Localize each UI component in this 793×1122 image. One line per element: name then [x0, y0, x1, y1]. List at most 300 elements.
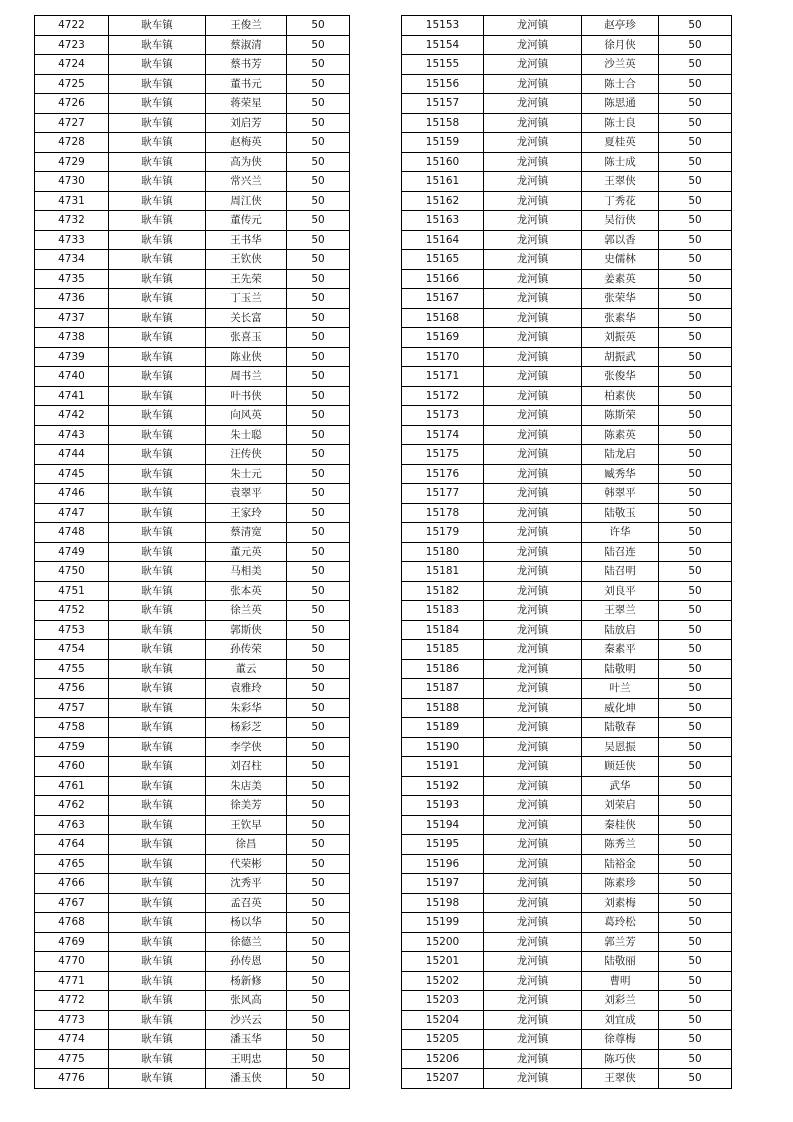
town-cell: 耿车镇 — [109, 835, 206, 855]
amount-cell: 50 — [287, 893, 350, 913]
town-cell: 耿车镇 — [109, 523, 206, 543]
amount-cell: 50 — [659, 74, 732, 94]
table-row — [35, 718, 350, 738]
town-cell: 耿车镇 — [109, 971, 206, 991]
table-row — [35, 133, 350, 153]
amount-cell: 50 — [287, 191, 350, 211]
town-cell: 耿车镇 — [109, 74, 206, 94]
serial-number-cell: 4775 — [35, 1049, 109, 1069]
amount-cell: 50 — [287, 757, 350, 777]
table-row — [402, 152, 732, 172]
amount-cell: 50 — [287, 406, 350, 426]
amount-cell: 50 — [659, 464, 732, 484]
amount-cell: 50 — [287, 55, 350, 75]
town-cell: 龙河镇 — [484, 406, 582, 426]
serial-number-cell: 4730 — [35, 172, 109, 192]
name-cell: 武华 — [582, 776, 659, 796]
serial-number-cell: 15204 — [402, 1010, 484, 1030]
serial-number-cell: 4766 — [35, 874, 109, 894]
amount-cell: 50 — [287, 289, 350, 309]
name-cell: 刘振英 — [582, 328, 659, 348]
amount-cell: 50 — [659, 698, 732, 718]
amount-cell: 50 — [287, 971, 350, 991]
serial-number-cell: 4729 — [35, 152, 109, 172]
town-cell: 耿车镇 — [109, 718, 206, 738]
name-cell: 王明忠 — [206, 1049, 287, 1069]
table-row — [35, 1049, 350, 1069]
serial-number-cell: 15205 — [402, 1030, 484, 1050]
serial-number-cell: 15177 — [402, 484, 484, 504]
table-row — [402, 796, 732, 816]
amount-cell: 50 — [287, 16, 350, 36]
table-row — [35, 601, 350, 621]
serial-number-cell: 4723 — [35, 35, 109, 55]
amount-cell: 50 — [287, 679, 350, 699]
name-cell: 张俊华 — [582, 367, 659, 387]
town-cell: 龙河镇 — [484, 581, 582, 601]
town-cell: 耿车镇 — [109, 815, 206, 835]
serial-number-cell: 15176 — [402, 464, 484, 484]
town-cell: 耿车镇 — [109, 230, 206, 250]
name-cell: 郭斯侠 — [206, 620, 287, 640]
name-cell: 蔡淑清 — [206, 35, 287, 55]
table-row — [402, 406, 732, 426]
table-row — [35, 406, 350, 426]
table-row — [35, 152, 350, 172]
amount-cell: 50 — [287, 445, 350, 465]
amount-cell: 50 — [659, 601, 732, 621]
town-cell: 耿车镇 — [109, 932, 206, 952]
amount-cell: 50 — [659, 1030, 732, 1050]
table-row — [402, 620, 732, 640]
table-row — [35, 289, 350, 309]
amount-cell: 50 — [659, 932, 732, 952]
table-row — [35, 932, 350, 952]
amount-cell: 50 — [659, 55, 732, 75]
serial-number-cell: 15195 — [402, 835, 484, 855]
table-row — [402, 1010, 732, 1030]
serial-number-cell: 15159 — [402, 133, 484, 153]
amount-cell: 50 — [287, 172, 350, 192]
serial-number-cell: 4756 — [35, 679, 109, 699]
serial-number-cell: 4740 — [35, 367, 109, 387]
name-cell: 周江侠 — [206, 191, 287, 211]
name-cell: 陈素英 — [582, 425, 659, 445]
town-cell: 耿车镇 — [109, 776, 206, 796]
name-cell: 赵梅英 — [206, 133, 287, 153]
amount-cell: 50 — [659, 542, 732, 562]
amount-cell: 50 — [659, 971, 732, 991]
table-row — [35, 913, 350, 933]
table-row — [35, 542, 350, 562]
town-cell: 龙河镇 — [484, 1010, 582, 1030]
serial-number-cell: 4739 — [35, 347, 109, 367]
name-cell: 刘良平 — [582, 581, 659, 601]
town-cell: 龙河镇 — [484, 191, 582, 211]
table-row — [402, 133, 732, 153]
town-cell: 耿车镇 — [109, 347, 206, 367]
name-cell: 袁雅玲 — [206, 679, 287, 699]
table-row — [35, 16, 350, 36]
town-cell: 龙河镇 — [484, 386, 582, 406]
left-roster-table — [34, 15, 350, 1089]
amount-cell: 50 — [287, 1010, 350, 1030]
table-row — [402, 16, 732, 36]
name-cell: 韩翠平 — [582, 484, 659, 504]
amount-cell: 50 — [287, 698, 350, 718]
amount-cell: 50 — [287, 737, 350, 757]
table-row — [402, 679, 732, 699]
amount-cell: 50 — [659, 172, 732, 192]
serial-number-cell: 15181 — [402, 562, 484, 582]
serial-number-cell: 15164 — [402, 230, 484, 250]
serial-number-cell: 4734 — [35, 250, 109, 270]
amount-cell: 50 — [287, 133, 350, 153]
amount-cell: 50 — [287, 503, 350, 523]
name-cell: 关长富 — [206, 308, 287, 328]
amount-cell: 50 — [659, 581, 732, 601]
serial-number-cell: 15167 — [402, 289, 484, 309]
amount-cell: 50 — [659, 796, 732, 816]
table-row — [35, 445, 350, 465]
amount-cell: 50 — [287, 250, 350, 270]
amount-cell: 50 — [287, 562, 350, 582]
town-cell: 龙河镇 — [484, 308, 582, 328]
serial-number-cell: 15166 — [402, 269, 484, 289]
table-row — [402, 191, 732, 211]
serial-number-cell: 4761 — [35, 776, 109, 796]
name-cell: 王俊兰 — [206, 16, 287, 36]
table-row — [402, 503, 732, 523]
town-cell: 龙河镇 — [484, 874, 582, 894]
name-cell: 刘启芳 — [206, 113, 287, 133]
name-cell: 董元英 — [206, 542, 287, 562]
table-row — [35, 425, 350, 445]
table-row — [402, 640, 732, 660]
table-row — [402, 776, 732, 796]
amount-cell: 50 — [287, 913, 350, 933]
name-cell: 姜素英 — [582, 269, 659, 289]
amount-cell: 50 — [287, 484, 350, 504]
serial-number-cell: 15170 — [402, 347, 484, 367]
amount-cell: 50 — [659, 16, 732, 36]
name-cell: 徐兰英 — [206, 601, 287, 621]
table-row — [35, 971, 350, 991]
town-cell: 龙河镇 — [484, 698, 582, 718]
right-roster-table — [401, 15, 732, 1089]
name-cell: 朱彩华 — [206, 698, 287, 718]
name-cell: 陈巧侠 — [582, 1049, 659, 1069]
amount-cell: 50 — [287, 932, 350, 952]
table-row — [402, 893, 732, 913]
amount-cell: 50 — [287, 1049, 350, 1069]
name-cell: 叶兰 — [582, 679, 659, 699]
name-cell: 朱士元 — [206, 464, 287, 484]
town-cell: 耿车镇 — [109, 191, 206, 211]
table-row — [402, 581, 732, 601]
table-row — [35, 172, 350, 192]
serial-number-cell: 15169 — [402, 328, 484, 348]
serial-number-cell: 15163 — [402, 211, 484, 231]
serial-number-cell: 4731 — [35, 191, 109, 211]
amount-cell: 50 — [287, 425, 350, 445]
town-cell: 龙河镇 — [484, 113, 582, 133]
town-cell: 耿车镇 — [109, 172, 206, 192]
amount-cell: 50 — [659, 620, 732, 640]
town-cell: 龙河镇 — [484, 562, 582, 582]
town-cell: 耿车镇 — [109, 1049, 206, 1069]
table-row — [35, 230, 350, 250]
serial-number-cell: 15154 — [402, 35, 484, 55]
town-cell: 龙河镇 — [484, 230, 582, 250]
table-row — [35, 308, 350, 328]
serial-number-cell: 4770 — [35, 952, 109, 972]
serial-number-cell: 15190 — [402, 737, 484, 757]
serial-number-cell: 4759 — [35, 737, 109, 757]
name-cell: 袁翠平 — [206, 484, 287, 504]
town-cell: 耿车镇 — [109, 250, 206, 270]
name-cell: 陆敬春 — [582, 718, 659, 738]
name-cell: 陆敬丽 — [582, 952, 659, 972]
town-cell: 耿车镇 — [109, 1030, 206, 1050]
serial-number-cell: 4743 — [35, 425, 109, 445]
town-cell: 耿车镇 — [109, 991, 206, 1011]
table-row — [35, 503, 350, 523]
amount-cell: 50 — [659, 854, 732, 874]
name-cell: 王翠兰 — [582, 601, 659, 621]
name-cell: 张本英 — [206, 581, 287, 601]
name-cell: 臧秀华 — [582, 464, 659, 484]
table-row — [35, 835, 350, 855]
town-cell: 龙河镇 — [484, 347, 582, 367]
town-cell: 耿车镇 — [109, 94, 206, 114]
table-row — [402, 952, 732, 972]
table-row — [402, 113, 732, 133]
name-cell: 汪传侠 — [206, 445, 287, 465]
name-cell: 陆敬玉 — [582, 503, 659, 523]
name-cell: 陈思通 — [582, 94, 659, 114]
name-cell: 徐昌 — [206, 835, 287, 855]
serial-number-cell: 15183 — [402, 601, 484, 621]
amount-cell: 50 — [659, 757, 732, 777]
amount-cell: 50 — [659, 328, 732, 348]
name-cell: 杨以华 — [206, 913, 287, 933]
town-cell: 龙河镇 — [484, 1069, 582, 1089]
amount-cell: 50 — [659, 679, 732, 699]
name-cell: 郭兰芳 — [582, 932, 659, 952]
table-row — [35, 698, 350, 718]
name-cell: 柏素侠 — [582, 386, 659, 406]
town-cell: 耿车镇 — [109, 152, 206, 172]
serial-number-cell: 15193 — [402, 796, 484, 816]
name-cell: 代荣彬 — [206, 854, 287, 874]
town-cell: 耿车镇 — [109, 601, 206, 621]
table-row — [402, 932, 732, 952]
amount-cell: 50 — [287, 659, 350, 679]
table-row — [402, 464, 732, 484]
town-cell: 龙河镇 — [484, 133, 582, 153]
serial-number-cell: 15191 — [402, 757, 484, 777]
name-cell: 张荣华 — [582, 289, 659, 309]
serial-number-cell: 15155 — [402, 55, 484, 75]
amount-cell: 50 — [287, 854, 350, 874]
serial-number-cell: 4738 — [35, 328, 109, 348]
amount-cell: 50 — [287, 835, 350, 855]
name-cell: 朱店美 — [206, 776, 287, 796]
table-row — [35, 796, 350, 816]
town-cell: 耿车镇 — [109, 542, 206, 562]
town-cell: 耿车镇 — [109, 211, 206, 231]
table-row — [402, 269, 732, 289]
table-row — [402, 1030, 732, 1050]
serial-number-cell: 4755 — [35, 659, 109, 679]
amount-cell: 50 — [287, 581, 350, 601]
name-cell: 高为侠 — [206, 152, 287, 172]
serial-number-cell: 4750 — [35, 562, 109, 582]
table-row — [35, 893, 350, 913]
table-row — [35, 1030, 350, 1050]
serial-number-cell: 15180 — [402, 542, 484, 562]
name-cell: 张风高 — [206, 991, 287, 1011]
amount-cell: 50 — [287, 328, 350, 348]
table-row — [402, 815, 732, 835]
serial-number-cell: 15158 — [402, 113, 484, 133]
name-cell: 王家玲 — [206, 503, 287, 523]
serial-number-cell: 4733 — [35, 230, 109, 250]
town-cell: 龙河镇 — [484, 152, 582, 172]
serial-number-cell: 4726 — [35, 94, 109, 114]
table-row — [35, 347, 350, 367]
serial-number-cell: 4767 — [35, 893, 109, 913]
amount-cell: 50 — [287, 874, 350, 894]
table-row — [35, 737, 350, 757]
name-cell: 刘宜成 — [582, 1010, 659, 1030]
serial-number-cell: 4768 — [35, 913, 109, 933]
town-cell: 耿车镇 — [109, 913, 206, 933]
table-row — [402, 425, 732, 445]
name-cell: 郭以香 — [582, 230, 659, 250]
amount-cell: 50 — [287, 991, 350, 1011]
name-cell: 曹明 — [582, 971, 659, 991]
amount-cell: 50 — [287, 386, 350, 406]
town-cell: 龙河镇 — [484, 640, 582, 660]
amount-cell: 50 — [287, 94, 350, 114]
serial-number-cell: 15187 — [402, 679, 484, 699]
table-row — [35, 464, 350, 484]
amount-cell: 50 — [287, 308, 350, 328]
serial-number-cell: 4737 — [35, 308, 109, 328]
serial-number-cell: 15162 — [402, 191, 484, 211]
table-row — [402, 991, 732, 1011]
serial-number-cell: 4763 — [35, 815, 109, 835]
amount-cell: 50 — [287, 74, 350, 94]
amount-cell: 50 — [287, 464, 350, 484]
name-cell: 史儒林 — [582, 250, 659, 270]
table-row — [35, 659, 350, 679]
serial-number-cell: 15165 — [402, 250, 484, 270]
amount-cell: 50 — [287, 347, 350, 367]
serial-number-cell: 15168 — [402, 308, 484, 328]
amount-cell: 50 — [659, 562, 732, 582]
name-cell: 周书兰 — [206, 367, 287, 387]
name-cell: 陈斯荣 — [582, 406, 659, 426]
serial-number-cell: 15179 — [402, 523, 484, 543]
table-row — [35, 211, 350, 231]
name-cell: 常兴兰 — [206, 172, 287, 192]
serial-number-cell: 4773 — [35, 1010, 109, 1030]
name-cell: 刘素梅 — [582, 893, 659, 913]
serial-number-cell: 15201 — [402, 952, 484, 972]
name-cell: 潘玉侠 — [206, 1069, 287, 1089]
table-row — [35, 328, 350, 348]
town-cell: 耿车镇 — [109, 133, 206, 153]
serial-number-cell: 4722 — [35, 16, 109, 36]
table-row — [402, 601, 732, 621]
table-row — [35, 815, 350, 835]
amount-cell: 50 — [287, 523, 350, 543]
amount-cell: 50 — [659, 445, 732, 465]
town-cell: 龙河镇 — [484, 503, 582, 523]
amount-cell: 50 — [287, 269, 350, 289]
serial-number-cell: 4742 — [35, 406, 109, 426]
town-cell: 龙河镇 — [484, 367, 582, 387]
amount-cell: 50 — [287, 952, 350, 972]
table-row — [402, 74, 732, 94]
serial-number-cell: 15196 — [402, 854, 484, 874]
name-cell: 马相美 — [206, 562, 287, 582]
table-row — [402, 737, 732, 757]
name-cell: 王翠侠 — [582, 1069, 659, 1089]
amount-cell: 50 — [659, 1069, 732, 1089]
table-row — [402, 35, 732, 55]
town-cell: 耿车镇 — [109, 1010, 206, 1030]
name-cell: 杨彩芝 — [206, 718, 287, 738]
table-row — [402, 172, 732, 192]
serial-number-cell: 15197 — [402, 874, 484, 894]
amount-cell: 50 — [659, 991, 732, 1011]
table-row — [402, 835, 732, 855]
town-cell: 龙河镇 — [484, 250, 582, 270]
town-cell: 耿车镇 — [109, 425, 206, 445]
amount-cell: 50 — [659, 230, 732, 250]
amount-cell: 50 — [659, 952, 732, 972]
table-row — [35, 484, 350, 504]
town-cell: 龙河镇 — [484, 796, 582, 816]
serial-number-cell: 4754 — [35, 640, 109, 660]
name-cell: 吴衍侠 — [582, 211, 659, 231]
name-cell: 董云 — [206, 659, 287, 679]
name-cell: 杨新修 — [206, 971, 287, 991]
town-cell: 耿车镇 — [109, 854, 206, 874]
name-cell: 陆龙启 — [582, 445, 659, 465]
amount-cell: 50 — [659, 211, 732, 231]
town-cell: 龙河镇 — [484, 172, 582, 192]
town-cell: 龙河镇 — [484, 484, 582, 504]
name-cell: 刘彩兰 — [582, 991, 659, 1011]
serial-number-cell: 4741 — [35, 386, 109, 406]
town-cell: 龙河镇 — [484, 757, 582, 777]
town-cell: 耿车镇 — [109, 581, 206, 601]
amount-cell: 50 — [287, 152, 350, 172]
serial-number-cell: 15172 — [402, 386, 484, 406]
name-cell: 沈秀平 — [206, 874, 287, 894]
table-row — [35, 1010, 350, 1030]
table-row — [402, 445, 732, 465]
serial-number-cell: 15186 — [402, 659, 484, 679]
serial-number-cell: 15156 — [402, 74, 484, 94]
serial-number-cell: 4751 — [35, 581, 109, 601]
serial-number-cell: 4776 — [35, 1069, 109, 1089]
